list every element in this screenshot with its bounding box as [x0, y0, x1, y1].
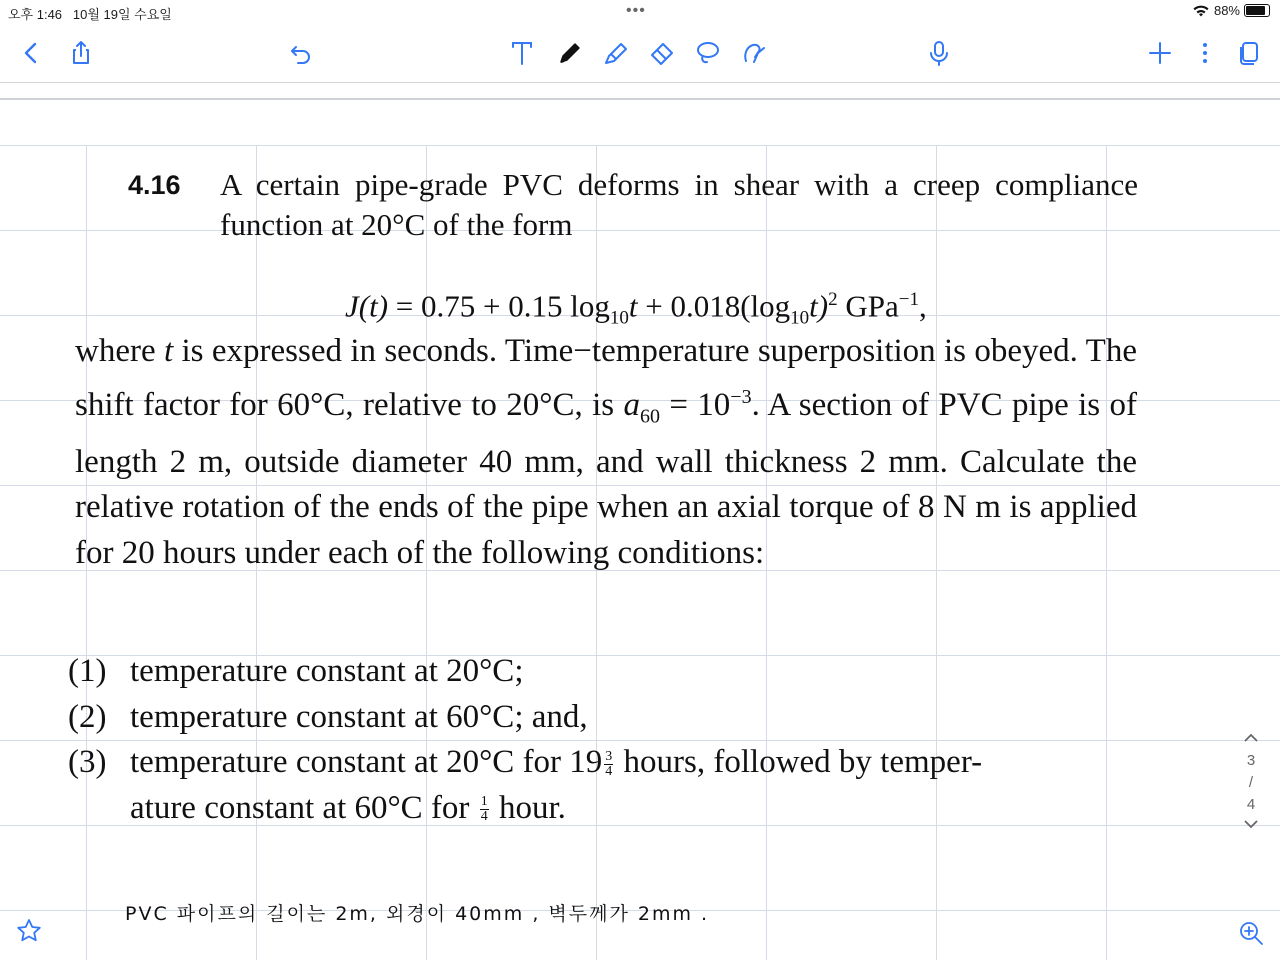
- condition-continuation: [68, 786, 1138, 832]
- condition-text: temperature constant at 20°C;: [130, 653, 524, 689]
- multitasking-dots[interactable]: •••: [626, 2, 646, 19]
- body-text: where: [75, 333, 164, 369]
- shapes-icon: [740, 39, 768, 67]
- body-text: = 10: [659, 386, 731, 423]
- condition-text-part: hours, followed by temper-: [615, 744, 983, 780]
- text-tool-button[interactable]: [505, 36, 539, 70]
- more-options-button[interactable]: [1188, 36, 1222, 70]
- back-icon: [17, 39, 45, 67]
- eq-var: t: [628, 288, 638, 324]
- condition-item: [68, 695, 1138, 741]
- eq-var: t): [809, 288, 829, 324]
- record-audio-button[interactable]: [922, 36, 956, 70]
- condition-text-part: temperature constant at 20°C for 19: [130, 744, 603, 780]
- eraser-icon: [648, 39, 676, 67]
- body-var: t: [163, 333, 174, 369]
- lasso-tool-button[interactable]: [691, 36, 725, 70]
- undo-button[interactable]: [284, 36, 318, 70]
- condition-number: (3): [68, 744, 107, 780]
- condition-text: [130, 740, 1138, 786]
- back-button[interactable]: [14, 36, 48, 70]
- add-page-button[interactable]: [1143, 36, 1177, 70]
- previous-page-button[interactable]: [1236, 728, 1266, 750]
- battery-level: [1246, 6, 1265, 15]
- handwritten-note[interactable]: PVC 파이프의 길이는 2m, 외경이 40mm , 벽두께가 2mm .: [125, 903, 710, 925]
- body-var: a: [623, 386, 640, 423]
- condition-item: [68, 740, 1138, 786]
- add-icon: [1146, 39, 1174, 67]
- battery-percent: 88%: [1213, 3, 1240, 18]
- eq-sup: 2: [828, 289, 838, 310]
- pages-icon: [1235, 39, 1263, 67]
- favorite-button[interactable]: [12, 914, 46, 948]
- textbook-image: [0, 145, 1280, 960]
- status-indicators: [1192, 3, 1270, 18]
- eq-part: ,: [918, 288, 927, 324]
- condition-text: temperature constant at 60°C; and,: [130, 698, 588, 735]
- eq-part: = 0.75 + 0.15 log: [388, 288, 610, 324]
- zoom-in-icon: [1238, 920, 1264, 946]
- body-sup: −3: [730, 385, 752, 408]
- condition-text-part: hour.: [490, 789, 566, 826]
- microphone-icon: [925, 39, 953, 67]
- text-tool-icon: [508, 39, 536, 67]
- status-date: 10월 19일 수요일: [72, 7, 172, 22]
- status-time: 오후 1:46 10월 19일 수요일: [8, 7, 172, 22]
- eq-sub: 10: [609, 307, 629, 329]
- eraser-tool-button[interactable]: [645, 36, 679, 70]
- body-sub: 60: [639, 405, 660, 428]
- shapes-tool-button[interactable]: [737, 36, 771, 70]
- more-icon: [1191, 39, 1219, 67]
- total-pages: 4: [1246, 796, 1256, 813]
- highlighter-tool-button[interactable]: [599, 36, 633, 70]
- next-page-button[interactable]: [1236, 816, 1266, 838]
- condition-item: [68, 649, 1138, 695]
- body-text: . A section of PVC pipe is of length 2 m, outside diameter 40 mm, and wall thickness 2 mm. Calculate the relative rotation of the ends of the pipe when an axial torque of 8 N m is applied for 20 hours under each of the following conditions:: [75, 386, 1137, 571]
- eq-part: + 0.018(log: [637, 288, 791, 324]
- lasso-icon: [694, 39, 722, 67]
- problem-number: 4.16: [128, 170, 181, 200]
- chevron-up-icon: [1243, 731, 1259, 743]
- note-page[interactable]: [0, 145, 1280, 960]
- highlighter-icon: [602, 39, 630, 67]
- zoom-in-button[interactable]: [1234, 916, 1268, 950]
- problem-intro: A certain pipe-grade PVC deforms in shear with a creep compliance function at 20°C of the form: [220, 167, 1138, 242]
- condition-number: (2): [68, 698, 107, 735]
- problem-body: [75, 329, 1137, 576]
- body-text: is expressed in seconds. Time−temperature superposition is obeyed. The shift factor for 60°C, relative to 20°C, is: [75, 333, 1137, 423]
- condition-text-part: ature constant at 60°C for: [130, 789, 478, 826]
- toolbar: [0, 24, 1280, 83]
- eq-sub: 10: [790, 307, 810, 329]
- current-page: 3: [1246, 752, 1256, 769]
- condition-number: (1): [68, 653, 107, 689]
- wifi-icon: [1192, 4, 1210, 18]
- fraction-numerator: 3: [605, 748, 613, 764]
- battery-icon: [1244, 4, 1270, 17]
- status-bar: [0, 0, 1280, 24]
- page-separator: /: [1248, 774, 1254, 791]
- condition-list: [68, 649, 1138, 831]
- star-icon: [16, 918, 42, 944]
- chevron-down-icon: [1243, 819, 1259, 831]
- eq-lhs: J(t): [345, 288, 389, 324]
- page-navigator: [1236, 728, 1266, 838]
- fraction-denominator: 4: [605, 763, 613, 779]
- fraction: [604, 750, 613, 779]
- pen-tool-button[interactable]: [553, 36, 587, 70]
- page-thumbnails-button[interactable]: [1232, 36, 1266, 70]
- share-button[interactable]: [64, 36, 98, 70]
- eq-sup: −1: [898, 289, 919, 310]
- pen-icon: [556, 39, 584, 67]
- share-icon: [67, 39, 95, 67]
- toolbar-divider: [0, 98, 1280, 100]
- fraction: [480, 795, 489, 824]
- fraction-numerator: 1: [480, 794, 488, 810]
- fraction-denominator: 4: [480, 809, 488, 825]
- undo-icon: [287, 39, 315, 67]
- eq-unit: GPa: [837, 288, 899, 324]
